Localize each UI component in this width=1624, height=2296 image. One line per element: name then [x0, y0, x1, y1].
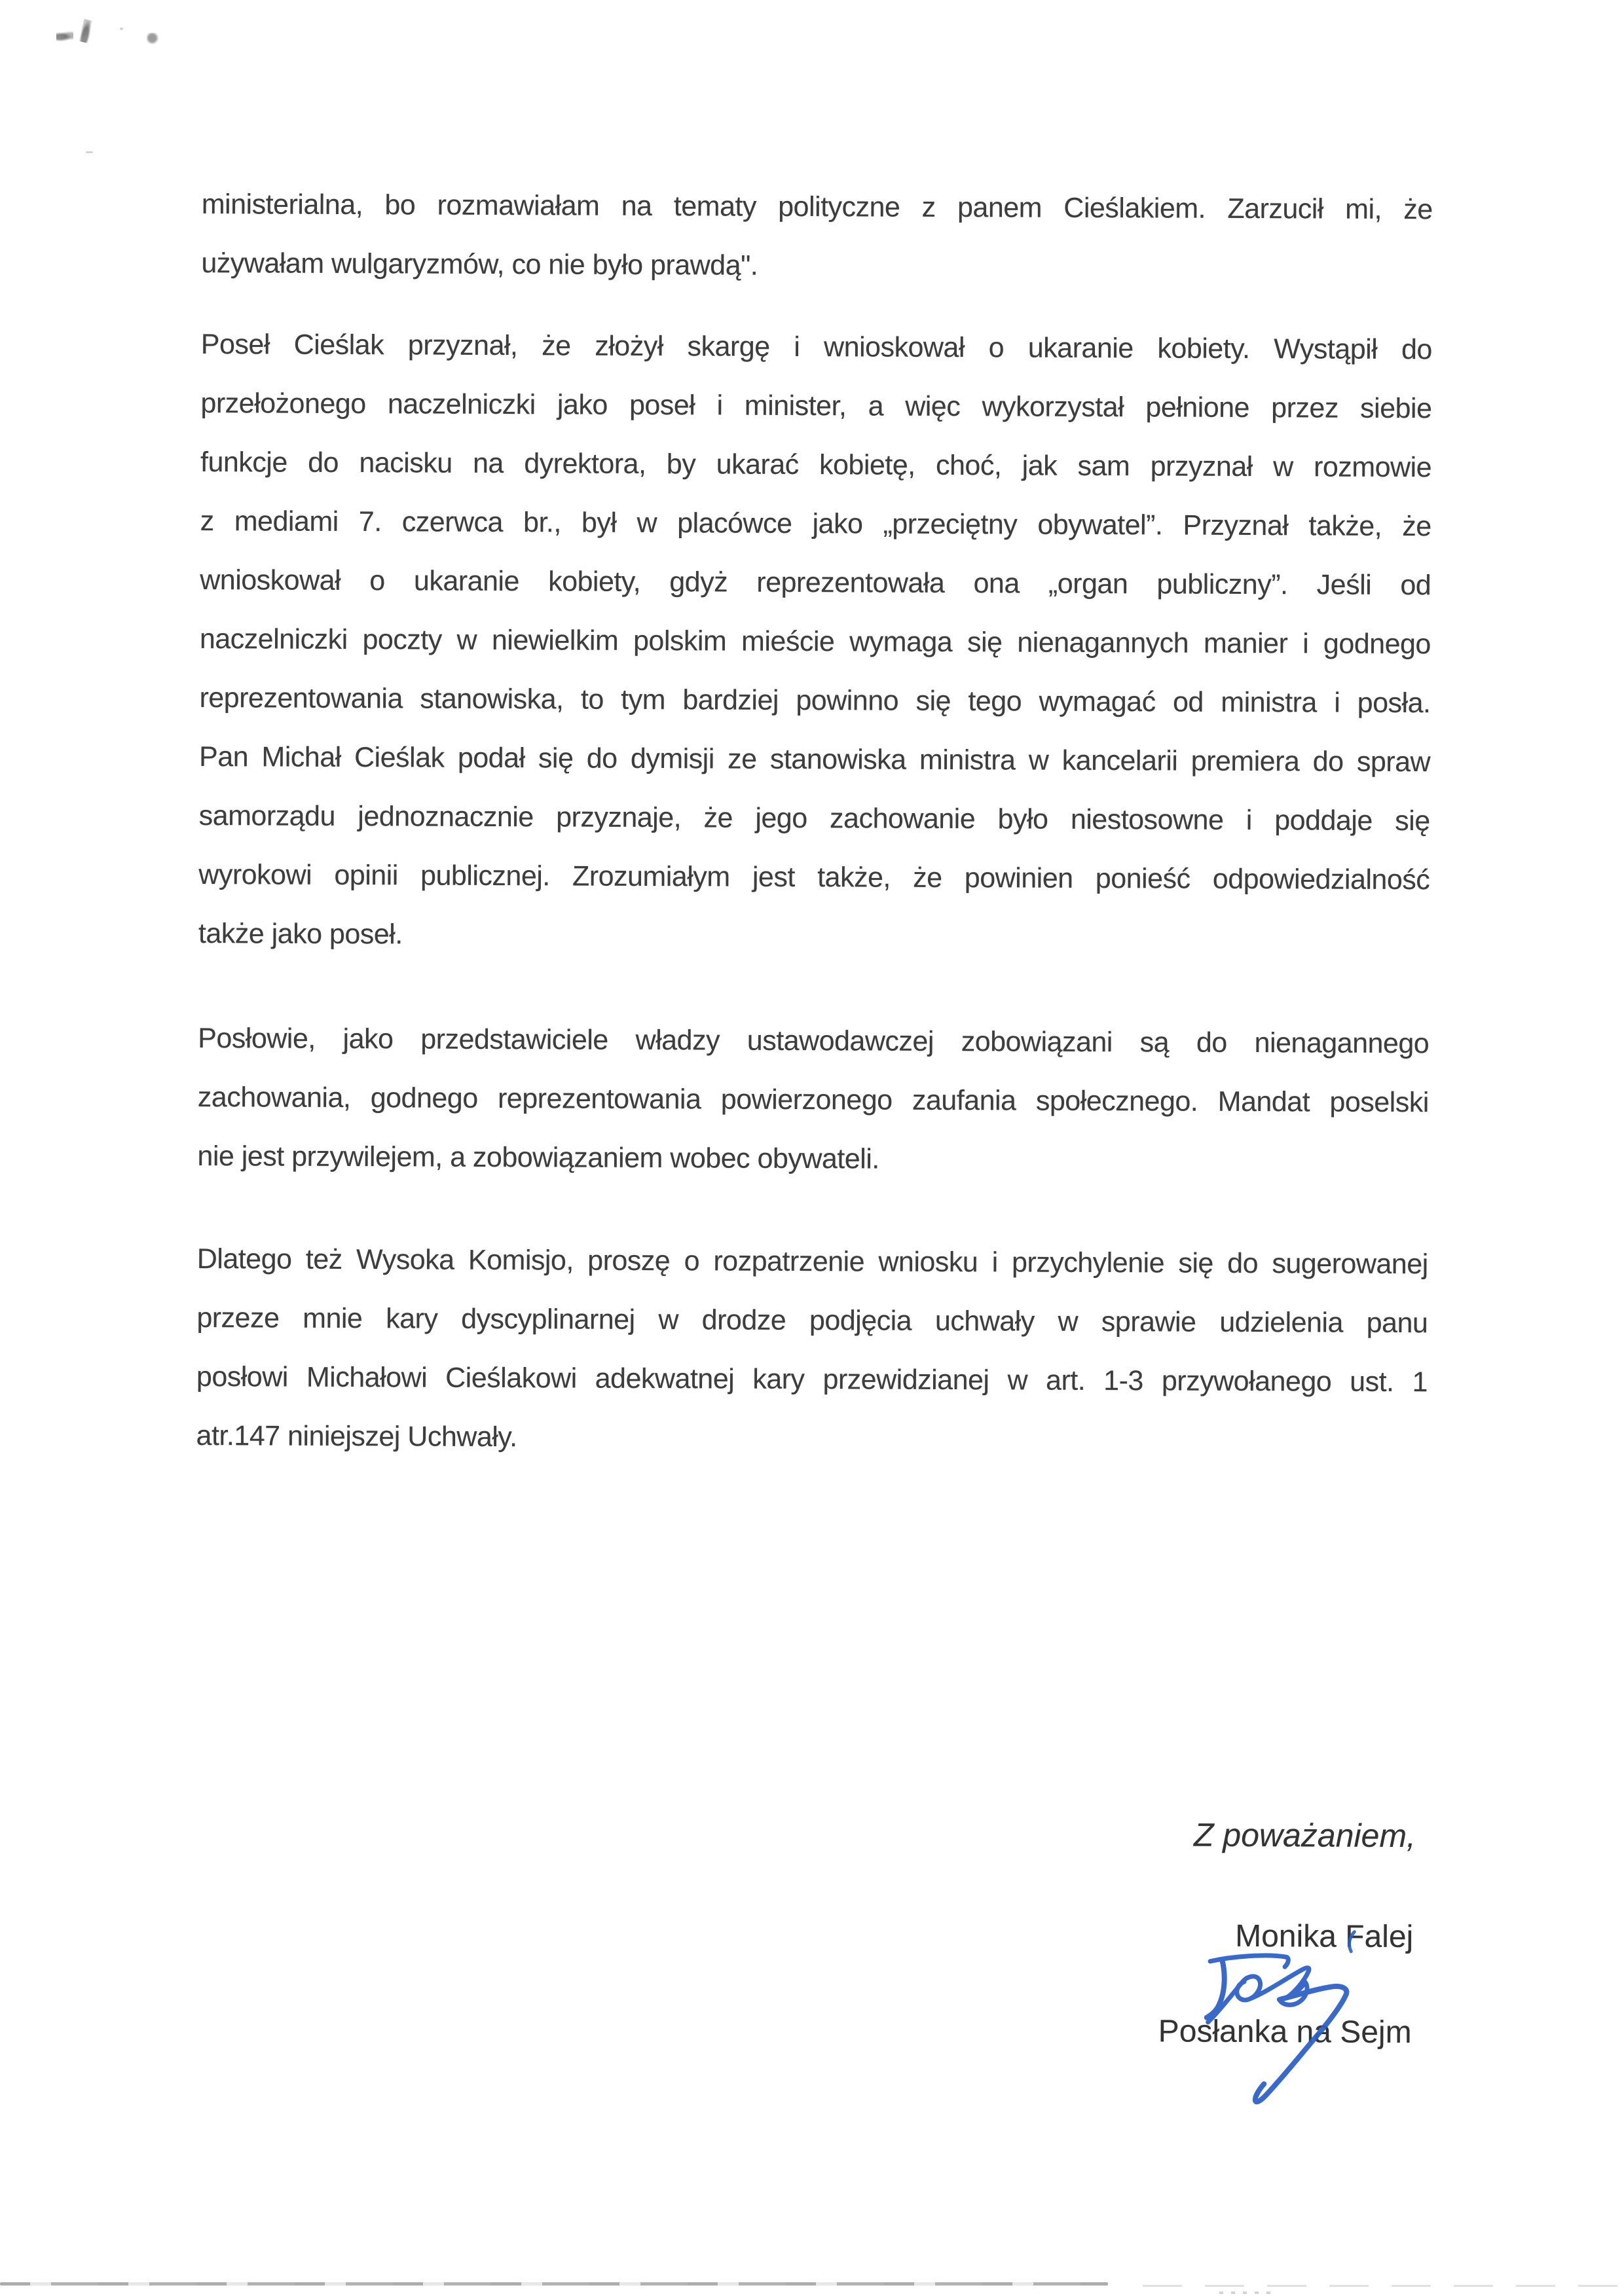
text-line: Poseł Cieślak przyznał, że złożył skargę i wnioskował o ukaranie kobiety. Wystąpił do — [200, 328, 1432, 366]
letter-body — [196, 175, 1433, 1470]
text-line: samorządu jednoznacznie przyznaje, że jego zachowanie było niestosowne i poddaje się — [198, 799, 1430, 837]
text-line: Pan Michał Cieślak podał się do dymisji ze stanowiska ministra w kancelarii premiera do spraw — [199, 740, 1431, 778]
text-line: posłowi Michałowi Cieślakowi adekwatnej kary przewidzianej w art. 1-3 przywołanego ust. 1 — [196, 1360, 1428, 1398]
text-line: wyrokowi opinii publicznej. Zrozumiałym jest także, że powinien ponieść odpowiedzialność — [198, 858, 1430, 896]
paragraph — [201, 175, 1433, 298]
signer-name: Monika Falej — [1235, 1918, 1414, 1955]
text-line: Dlatego też Wysoka Komisjo, proszę o rozpatrzenie wniosku i przychylenie się do sugerowanej — [196, 1243, 1428, 1281]
text-line: ministerialna, bo rozmawiałam na tematy polityczne z panem Cieślakiem. Zarzucił mi, że — [201, 188, 1433, 226]
text-line: naczelniczki poczty w niewielkim polskim mieście wymaga się nienagannych manier i godnego — [199, 623, 1431, 661]
text-line: funkcje do nacisku na dyrektora, by ukarać kobietę, choć, jak sam przyznał w rozmowie — [200, 446, 1432, 484]
text-line: atr.147 niniejszej Uchwały. — [196, 1419, 517, 1453]
text-line: reprezentowania stanowiska, to tym bardziej powinno się tego wymagać od ministra i posła. — [199, 682, 1431, 720]
text-line: z mediami 7. czerwca br., był w placówce jako „przeciętny obywatel”. Przyznał także, że — [200, 505, 1431, 543]
text-line: zachowania, godnego reprezentowania powierzonego zaufania społecznego. Mandat poselski — [197, 1081, 1429, 1119]
signature-ink-tick — [1345, 1930, 1358, 1954]
handwritten-signature-icon — [1203, 1952, 1361, 2110]
closing-salutation: Z poważaniem, — [1193, 1816, 1416, 1855]
text-line: Posłowie, jako przedstawiciele władzy ustawodawczej zobowiązani są do nienagannego — [198, 1022, 1430, 1060]
text-line: wnioskował o ukaranie kobiety, gdyż reprezentowała ona „organ publiczny”. Jeśli od — [200, 564, 1431, 602]
text-line: przeze mnie kary dyscyplinarnej w drodze podjęcia uchwały w sprawie udzielenia panu — [196, 1302, 1428, 1339]
text-line: przełożonego naczelniczki jako poseł i minister, a więc wykorzystał pełnione przez siebie — [200, 387, 1432, 425]
paragraph — [196, 1230, 1428, 1470]
paragraph — [198, 315, 1432, 968]
signer-title: Posłanka na Sejm — [1158, 2014, 1412, 2050]
text-line: także jako poseł. — [198, 917, 403, 951]
text-line: używałam wulgaryzmów, co nie było prawdą". — [201, 247, 758, 282]
paragraph — [197, 1009, 1429, 1191]
text-line: nie jest przywilejem, a zobowiązaniem wobec obywateli. — [197, 1140, 879, 1175]
